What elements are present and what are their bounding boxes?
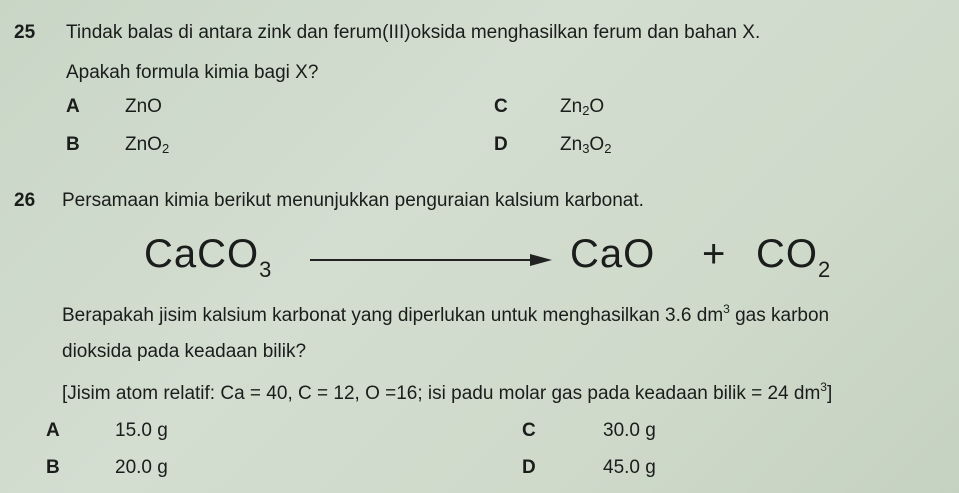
- q26-option-d-text[interactable]: 45.0 g: [603, 457, 656, 478]
- formula-text: Zn: [560, 134, 583, 155]
- q25-option-a-formula[interactable]: [125, 96, 162, 118]
- reactant-text: CaCO: [144, 232, 260, 276]
- q25-option-d-formula[interactable]: [560, 134, 611, 156]
- product-subscript: 2: [818, 257, 832, 282]
- product-text: CO: [756, 232, 818, 276]
- question-number-25: 25: [14, 22, 36, 43]
- q25-option-b-formula[interactable]: [125, 134, 169, 156]
- q26-option-b-letter[interactable]: B: [46, 457, 60, 478]
- q25-option-c-formula[interactable]: [560, 96, 604, 118]
- superscript: 3: [820, 380, 827, 394]
- info-text: [Jisim atom relatif: Ca = 40, C = 12, O =16; isi padu molar gas pada keadaan bilik = 24 dm: [62, 383, 821, 404]
- formula-subscript: 3: [582, 141, 590, 156]
- prompt-text: gas karbon: [729, 305, 830, 326]
- reaction-arrow-line: [310, 259, 532, 261]
- q26-option-a-letter[interactable]: A: [46, 420, 60, 441]
- formula-text: ZnO: [125, 134, 162, 155]
- q25-option-b-letter[interactable]: B: [66, 134, 80, 155]
- question-25-prompt: Apakah formula kimia bagi X?: [66, 62, 319, 83]
- q25-option-d-letter[interactable]: D: [494, 134, 508, 155]
- info-text: ]: [826, 383, 833, 404]
- superscript: 3: [723, 302, 730, 316]
- formula-subscript: 2: [161, 141, 170, 156]
- reactant-subscript: 3: [259, 257, 273, 282]
- question-25-stem: Tindak balas di antara zink dan ferum(III)oksida menghasilkan ferum dan bahan X.: [66, 22, 761, 43]
- q25-option-a-letter[interactable]: A: [66, 96, 80, 117]
- prompt-text: Berapakah jisim kalsium karbonat yang diperlukan untuk menghasilkan 3.6 dm: [62, 305, 724, 326]
- equation-product-1: CaO: [570, 232, 656, 276]
- equation-reactant: [144, 232, 272, 283]
- question-number-26: 26: [14, 190, 36, 211]
- equation-product-2: [756, 232, 831, 283]
- formula-text: O: [589, 134, 605, 155]
- question-26-prompt-line-2: dioksida pada keadaan bilik?: [62, 341, 307, 362]
- q25-option-c-letter[interactable]: C: [494, 96, 508, 117]
- q26-option-d-letter[interactable]: D: [522, 457, 536, 478]
- q26-option-a-text[interactable]: 15.0 g: [115, 420, 168, 441]
- question-26-prompt-line-1: [62, 302, 829, 327]
- reaction-arrow-head-icon: [530, 254, 552, 266]
- formula-text: ZnO: [125, 96, 162, 117]
- question-26-stem: Persamaan kimia berikut menunjukkan penguraian kalsium karbonat.: [62, 190, 644, 211]
- formula-text: O: [589, 96, 605, 117]
- formula-subscript: 2: [582, 103, 590, 118]
- equation-plus: +: [702, 232, 727, 276]
- formula-text: Zn: [560, 96, 583, 117]
- q26-option-c-letter[interactable]: C: [522, 420, 536, 441]
- relative-atomic-mass-info: [62, 380, 832, 405]
- q26-option-c-text[interactable]: 30.0 g: [603, 420, 656, 441]
- q26-option-b-text[interactable]: 20.0 g: [115, 457, 168, 478]
- formula-subscript: 2: [604, 141, 612, 156]
